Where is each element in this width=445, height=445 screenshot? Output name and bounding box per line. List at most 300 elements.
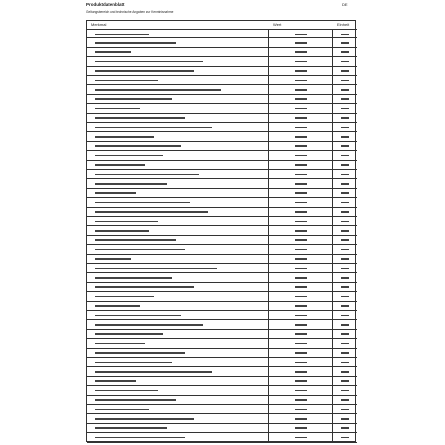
row-value-line xyxy=(295,108,307,110)
row-unit-cell xyxy=(333,104,357,112)
row-unit-cell xyxy=(333,236,357,244)
row-unit-cell xyxy=(333,57,357,65)
row-unit-line xyxy=(341,324,349,326)
row-label-cell xyxy=(87,123,269,131)
row-unit-line xyxy=(341,183,349,185)
row-unit-line xyxy=(341,305,349,307)
row-label-line xyxy=(95,277,172,279)
row-label-cell xyxy=(87,302,269,310)
row-label-cell xyxy=(87,292,269,300)
table-row xyxy=(87,142,357,151)
row-label-cell xyxy=(87,236,269,244)
row-label-line xyxy=(95,390,158,392)
row-value-line xyxy=(295,249,307,251)
row-value-line xyxy=(295,239,307,241)
row-value-line xyxy=(295,145,307,147)
row-label-line xyxy=(95,211,208,213)
row-label-line xyxy=(95,98,172,100)
row-unit-cell xyxy=(333,433,357,441)
row-value-line xyxy=(295,51,307,53)
row-label-cell xyxy=(87,67,269,75)
row-label-cell xyxy=(87,30,269,37)
row-unit-cell xyxy=(333,226,357,234)
table-row xyxy=(87,292,357,301)
row-unit-cell xyxy=(333,114,357,122)
row-label-cell xyxy=(87,132,269,140)
table-row xyxy=(87,236,357,245)
row-value-line xyxy=(295,127,307,129)
row-value-line xyxy=(295,192,307,194)
row-unit-line xyxy=(341,239,349,241)
row-value-line xyxy=(295,61,307,63)
row-unit-cell xyxy=(333,302,357,310)
row-unit-line xyxy=(341,286,349,288)
row-label-line xyxy=(95,286,194,288)
row-value-cell xyxy=(269,189,333,197)
row-unit-cell xyxy=(333,330,357,338)
row-value-line xyxy=(295,89,307,91)
row-label-cell xyxy=(87,104,269,112)
row-label-line xyxy=(95,305,140,307)
row-unit-cell xyxy=(333,292,357,300)
table-row xyxy=(87,198,357,207)
row-value-cell xyxy=(269,283,333,291)
row-unit-cell xyxy=(333,311,357,319)
row-value-line xyxy=(295,409,307,411)
row-label-line xyxy=(95,249,185,251)
row-label-cell xyxy=(87,320,269,328)
row-label-cell xyxy=(87,179,269,187)
row-value-cell xyxy=(269,396,333,404)
row-unit-cell xyxy=(333,170,357,178)
row-value-cell xyxy=(269,320,333,328)
row-unit-line xyxy=(341,277,349,279)
row-unit-line xyxy=(341,362,349,364)
row-label-cell xyxy=(87,311,269,319)
row-value-line xyxy=(295,34,307,36)
row-value-cell xyxy=(269,48,333,56)
table-row xyxy=(87,377,357,386)
row-value-cell xyxy=(269,30,333,37)
row-label-line xyxy=(95,371,212,373)
col-header-wert: Wert xyxy=(273,22,282,27)
row-label-cell xyxy=(87,208,269,216)
table-row xyxy=(87,396,357,405)
row-value-line xyxy=(295,164,307,166)
row-value-line xyxy=(295,42,307,44)
row-value-cell xyxy=(269,67,333,75)
row-unit-line xyxy=(341,418,349,420)
table-row xyxy=(87,85,357,94)
row-label-line xyxy=(95,42,176,44)
row-unit-line xyxy=(341,427,349,429)
row-value-cell xyxy=(269,114,333,122)
row-label-line xyxy=(95,164,145,166)
row-label-line xyxy=(95,333,163,335)
row-unit-line xyxy=(341,155,349,157)
row-unit-line xyxy=(341,42,349,44)
table-row xyxy=(87,330,357,339)
row-value-line xyxy=(295,70,307,72)
row-value-line xyxy=(295,437,307,439)
row-value-line xyxy=(295,211,307,213)
row-unit-cell xyxy=(333,396,357,404)
row-label-line xyxy=(95,51,131,53)
row-unit-cell xyxy=(333,161,357,169)
table-row xyxy=(87,283,357,292)
row-value-cell xyxy=(269,226,333,234)
row-value-line xyxy=(295,277,307,279)
table-row xyxy=(87,170,357,179)
row-unit-cell xyxy=(333,67,357,75)
row-value-cell xyxy=(269,142,333,150)
row-value-cell xyxy=(269,302,333,310)
row-label-line xyxy=(95,437,185,439)
row-value-line xyxy=(295,305,307,307)
table-row xyxy=(87,38,357,47)
row-unit-line xyxy=(341,380,349,382)
row-label-cell xyxy=(87,330,269,338)
row-unit-line xyxy=(341,371,349,373)
row-value-cell xyxy=(269,123,333,131)
row-unit-cell xyxy=(333,283,357,291)
table-row xyxy=(87,208,357,217)
row-value-line xyxy=(295,80,307,82)
row-value-line xyxy=(295,371,307,373)
table-row xyxy=(87,48,357,57)
row-label-line xyxy=(95,221,158,223)
row-value-cell xyxy=(269,292,333,300)
row-label-cell xyxy=(87,349,269,357)
row-unit-cell xyxy=(333,245,357,253)
row-value-cell xyxy=(269,386,333,394)
table-row xyxy=(87,29,357,38)
row-unit-line xyxy=(341,211,349,213)
row-value-cell xyxy=(269,405,333,413)
row-label-line xyxy=(95,296,154,298)
row-value-line xyxy=(295,174,307,176)
row-label-cell xyxy=(87,198,269,206)
row-unit-cell xyxy=(333,208,357,216)
row-value-cell xyxy=(269,311,333,319)
row-label-cell xyxy=(87,433,269,441)
row-unit-cell xyxy=(333,123,357,131)
row-label-line xyxy=(95,258,131,260)
row-unit-line xyxy=(341,98,349,100)
row-label-line xyxy=(95,145,181,147)
row-value-cell xyxy=(269,208,333,216)
row-value-cell xyxy=(269,104,333,112)
table-row xyxy=(87,245,357,254)
table-row xyxy=(87,367,357,376)
row-unit-cell xyxy=(333,358,357,366)
row-unit-cell xyxy=(333,30,357,37)
row-unit-line xyxy=(341,51,349,53)
row-value-line xyxy=(295,155,307,157)
row-unit-line xyxy=(341,164,349,166)
row-label-cell xyxy=(87,424,269,432)
table-row xyxy=(87,264,357,273)
table-row xyxy=(87,95,357,104)
row-unit-cell xyxy=(333,95,357,103)
row-unit-line xyxy=(341,34,349,36)
row-value-line xyxy=(295,390,307,392)
row-label-line xyxy=(95,343,145,345)
row-value-cell xyxy=(269,424,333,432)
table-row xyxy=(87,76,357,85)
row-value-line xyxy=(295,183,307,185)
table-row xyxy=(87,273,357,282)
col-header-merkmal: Merkmal xyxy=(91,22,107,27)
row-value-cell xyxy=(269,367,333,375)
row-label-cell xyxy=(87,161,269,169)
table-row xyxy=(87,311,357,320)
table-row xyxy=(87,320,357,329)
row-value-line xyxy=(295,136,307,138)
row-unit-cell xyxy=(333,349,357,357)
row-label-cell xyxy=(87,95,269,103)
row-unit-line xyxy=(341,333,349,335)
row-value-cell xyxy=(269,95,333,103)
row-value-line xyxy=(295,268,307,270)
row-value-cell xyxy=(269,330,333,338)
row-value-cell xyxy=(269,151,333,159)
row-label-cell xyxy=(87,151,269,159)
row-value-cell xyxy=(269,85,333,93)
document-title: Produktdatenblatt xyxy=(86,2,125,7)
row-value-line xyxy=(295,286,307,288)
row-value-cell xyxy=(269,170,333,178)
row-label-line xyxy=(95,155,163,157)
row-label-line xyxy=(95,362,172,364)
row-label-line xyxy=(95,174,199,176)
row-label-cell xyxy=(87,386,269,394)
row-value-line xyxy=(295,399,307,401)
row-label-line xyxy=(95,89,221,91)
row-value-cell xyxy=(269,38,333,46)
row-label-line xyxy=(95,315,181,317)
document-code: DE xyxy=(342,2,348,7)
row-value-line xyxy=(295,230,307,232)
row-unit-line xyxy=(341,230,349,232)
row-value-line xyxy=(295,315,307,317)
table-row xyxy=(87,386,357,395)
row-label-line xyxy=(95,136,154,138)
row-label-cell xyxy=(87,405,269,413)
row-label-cell xyxy=(87,38,269,46)
row-unit-line xyxy=(341,343,349,345)
row-value-cell xyxy=(269,339,333,347)
row-label-cell xyxy=(87,396,269,404)
row-unit-cell xyxy=(333,264,357,272)
row-unit-line xyxy=(341,192,349,194)
row-label-cell xyxy=(87,264,269,272)
row-value-line xyxy=(295,362,307,364)
spec-table xyxy=(86,20,356,442)
row-unit-cell xyxy=(333,85,357,93)
table-row xyxy=(87,132,357,141)
row-unit-line xyxy=(341,202,349,204)
row-value-cell xyxy=(269,161,333,169)
row-label-cell xyxy=(87,217,269,225)
row-label-line xyxy=(95,239,176,241)
row-unit-cell xyxy=(333,273,357,281)
row-label-cell xyxy=(87,358,269,366)
row-label-line xyxy=(95,352,185,354)
row-value-line xyxy=(295,221,307,223)
row-unit-line xyxy=(341,70,349,72)
row-label-line xyxy=(95,427,167,429)
row-label-cell xyxy=(87,283,269,291)
row-unit-line xyxy=(341,409,349,411)
row-label-line xyxy=(95,127,212,129)
row-label-line xyxy=(95,268,217,270)
row-unit-line xyxy=(341,174,349,176)
row-label-cell xyxy=(87,114,269,122)
row-unit-cell xyxy=(333,151,357,159)
row-value-cell xyxy=(269,358,333,366)
row-unit-cell xyxy=(333,414,357,422)
row-unit-line xyxy=(341,249,349,251)
row-unit-cell xyxy=(333,217,357,225)
row-unit-line xyxy=(341,108,349,110)
table-row xyxy=(87,405,357,414)
row-unit-cell xyxy=(333,405,357,413)
row-label-cell xyxy=(87,245,269,253)
row-value-line xyxy=(295,202,307,204)
table-row xyxy=(87,179,357,188)
table-row xyxy=(87,123,357,132)
table-row xyxy=(87,349,357,358)
row-label-cell xyxy=(87,273,269,281)
row-unit-line xyxy=(341,258,349,260)
row-label-line xyxy=(95,418,194,420)
table-row xyxy=(87,57,357,66)
row-value-line xyxy=(295,333,307,335)
row-unit-cell xyxy=(333,386,357,394)
row-unit-line xyxy=(341,296,349,298)
row-value-cell xyxy=(269,433,333,441)
table-row xyxy=(87,67,357,76)
row-label-cell xyxy=(87,76,269,84)
row-label-cell xyxy=(87,377,269,385)
table-row xyxy=(87,114,357,123)
row-label-cell xyxy=(87,48,269,56)
table-row xyxy=(87,358,357,367)
row-unit-line xyxy=(341,221,349,223)
row-label-line xyxy=(95,192,136,194)
row-unit-line xyxy=(341,390,349,392)
row-label-cell xyxy=(87,255,269,263)
row-unit-cell xyxy=(333,198,357,206)
row-unit-line xyxy=(341,136,349,138)
row-value-line xyxy=(295,296,307,298)
row-label-cell xyxy=(87,57,269,65)
row-value-cell xyxy=(269,179,333,187)
row-label-line xyxy=(95,399,176,401)
row-value-cell xyxy=(269,198,333,206)
row-label-cell xyxy=(87,414,269,422)
table-row xyxy=(87,151,357,160)
table-row xyxy=(87,104,357,113)
table-row xyxy=(87,339,357,348)
row-value-line xyxy=(295,352,307,354)
row-label-line xyxy=(95,70,194,72)
row-value-line xyxy=(295,324,307,326)
row-unit-cell xyxy=(333,339,357,347)
row-label-cell xyxy=(87,142,269,150)
row-label-line xyxy=(95,380,136,382)
row-unit-line xyxy=(341,352,349,354)
row-label-line xyxy=(95,117,185,119)
row-value-cell xyxy=(269,57,333,65)
row-label-line xyxy=(95,183,167,185)
table-row xyxy=(87,161,357,170)
row-label-cell xyxy=(87,85,269,93)
row-value-line xyxy=(295,98,307,100)
row-unit-cell xyxy=(333,367,357,375)
row-value-cell xyxy=(269,414,333,422)
table-row xyxy=(87,217,357,226)
table-row xyxy=(87,424,357,433)
table-row xyxy=(87,433,357,442)
row-unit-cell xyxy=(333,142,357,150)
row-value-line xyxy=(295,117,307,119)
table-row xyxy=(87,189,357,198)
row-value-cell xyxy=(269,349,333,357)
row-unit-cell xyxy=(333,320,357,328)
row-value-cell xyxy=(269,255,333,263)
row-value-cell xyxy=(269,76,333,84)
row-unit-line xyxy=(341,80,349,82)
row-unit-line xyxy=(341,437,349,439)
row-label-line xyxy=(95,230,149,232)
row-value-line xyxy=(295,380,307,382)
row-value-cell xyxy=(269,245,333,253)
row-unit-cell xyxy=(333,377,357,385)
row-label-line xyxy=(95,324,203,326)
row-unit-line xyxy=(341,127,349,129)
table-row xyxy=(87,414,357,423)
row-unit-line xyxy=(341,399,349,401)
row-label-line xyxy=(95,80,158,82)
table-row xyxy=(87,226,357,235)
row-label-cell xyxy=(87,189,269,197)
row-value-cell xyxy=(269,217,333,225)
row-unit-line xyxy=(341,145,349,147)
row-value-cell xyxy=(269,236,333,244)
row-unit-line xyxy=(341,117,349,119)
row-label-line xyxy=(95,61,203,63)
row-unit-line xyxy=(341,89,349,91)
col-header-einheit: Einheit xyxy=(337,22,350,27)
row-unit-line xyxy=(341,61,349,63)
row-value-line xyxy=(295,427,307,429)
row-label-line xyxy=(95,34,149,36)
row-label-line xyxy=(95,108,140,110)
row-unit-cell xyxy=(333,38,357,46)
row-unit-cell xyxy=(333,424,357,432)
row-unit-line xyxy=(341,315,349,317)
row-label-cell xyxy=(87,367,269,375)
row-value-line xyxy=(295,418,307,420)
row-unit-cell xyxy=(333,48,357,56)
row-value-cell xyxy=(269,377,333,385)
table-row xyxy=(87,255,357,264)
row-value-cell xyxy=(269,264,333,272)
row-value-cell xyxy=(269,132,333,140)
row-label-line xyxy=(95,202,190,204)
